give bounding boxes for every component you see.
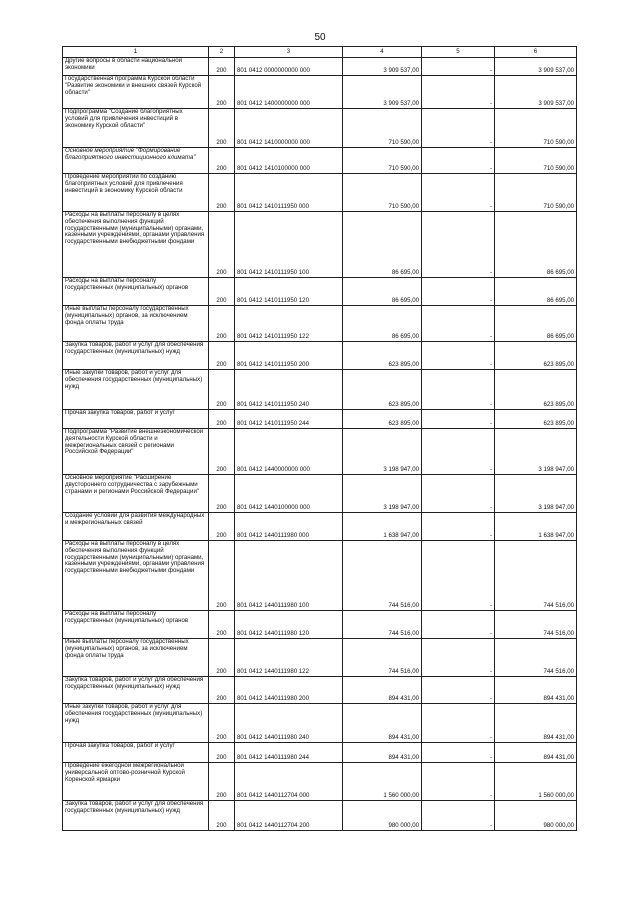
row-c2-cell: 200 (209, 743, 235, 763)
row-c2-cell: 200 (209, 306, 235, 342)
table-row (63, 410, 577, 429)
row-c5-cell: - (422, 763, 495, 801)
row-code-cell: 801 0412 1410000000 000 (235, 109, 343, 148)
row-c2-cell: 200 (209, 611, 235, 639)
row-code-cell: 801 0412 1440111980 244 (235, 743, 343, 763)
table-row (63, 541, 577, 611)
row-code-cell: 801 0412 1440000000 000 (235, 429, 343, 475)
row-c2-cell: 200 (209, 212, 235, 278)
row-name-cell: Государственная программа Курской области "Развитие экономики и внешних связей Курской области" (63, 76, 209, 109)
table-body (63, 58, 577, 831)
row-code-cell: 801 0412 1410111950 000 (235, 174, 343, 212)
row-c2-cell: 200 (209, 475, 235, 513)
row-name-cell: Создание условий для развития международных и межрегиональных связей (63, 513, 209, 541)
row-c5-cell: - (422, 148, 495, 174)
table-row (63, 370, 577, 410)
column-header-3: 3 (235, 47, 343, 58)
row-name-cell: Подпрограмма "Создание благоприятных условий для привлечения инвестиций в экономику Курской области" (63, 109, 209, 148)
row-c2-cell: 200 (209, 58, 235, 76)
table-row (63, 76, 577, 109)
row-total-cell: 1 638 947,00 (495, 513, 577, 541)
row-total-cell: 623 895,00 (495, 410, 577, 429)
row-c5-cell: - (422, 109, 495, 148)
row-c5-cell: - (422, 58, 495, 76)
row-code-cell: 801 0412 1440112704 000 (235, 763, 343, 801)
table-row (63, 278, 577, 306)
column-header-4: 4 (343, 47, 422, 58)
row-total-cell: 894 431,00 (495, 704, 577, 743)
row-c2-cell: 200 (209, 76, 235, 109)
row-name-cell: Прочая закупка товаров, работ и услуг (63, 743, 209, 763)
row-c5-cell: - (422, 541, 495, 611)
row-c5-cell: - (422, 76, 495, 109)
row-c5-cell: - (422, 677, 495, 704)
row-c2-cell: 200 (209, 109, 235, 148)
row-c2-cell: 200 (209, 148, 235, 174)
row-code-cell: 801 0412 1410111950 100 (235, 212, 343, 278)
row-name-cell: Другие вопросы в области национальной экономики (63, 58, 209, 76)
row-c5-cell: - (422, 743, 495, 763)
row-total-cell: 1 560 000,00 (495, 763, 577, 801)
row-c5-cell: - (422, 306, 495, 342)
row-code-cell: 801 0412 1410100000 000 (235, 148, 343, 174)
row-total-cell: 710 590,00 (495, 148, 577, 174)
row-name-cell: Иные выплаты персоналу государственных (муниципальных) органов, за исключением фонда оплаты труда (63, 306, 209, 342)
row-name-cell: Расходы на выплаты персоналу государственных (муниципальных) органов (63, 278, 209, 306)
row-code-cell: 801 0412 1410111950 120 (235, 278, 343, 306)
table-row (63, 801, 577, 831)
row-c5-cell: - (422, 370, 495, 410)
row-code-cell: 801 0412 1410111950 240 (235, 370, 343, 410)
row-c2-cell: 200 (209, 410, 235, 429)
row-name-cell: Расходы на выплаты персоналу государственных (муниципальных) органов (63, 611, 209, 639)
row-name-cell: Подпрограмма "Развитие внешнеэкономической деятельности Курской области и межрегиональных связей с регионами Российской Федерации" (63, 429, 209, 475)
budget-table (62, 46, 577, 831)
table-row (63, 148, 577, 174)
row-c5-cell: - (422, 639, 495, 677)
row-amount-cell: 980 000,00 (343, 801, 422, 831)
row-c2-cell: 200 (209, 639, 235, 677)
row-total-cell: 894 431,00 (495, 743, 577, 763)
row-name-cell: Основное мероприятие "Расширение двустороннего сотрудничества с зарубежными странами и регионами Российской Федерации" (63, 475, 209, 513)
row-c2-cell: 200 (209, 801, 235, 831)
table-row (63, 743, 577, 763)
column-header-1: 1 (63, 47, 209, 58)
row-code-cell: 801 0412 1440100000 000 (235, 475, 343, 513)
row-c2-cell: 200 (209, 342, 235, 370)
table-row (63, 109, 577, 148)
row-code-cell: 801 0412 1410111950 244 (235, 410, 343, 429)
row-amount-cell: 710 590,00 (343, 109, 422, 148)
row-name-cell: Расходы на выплаты персоналу в целях обеспечения выполнения функций государственными (муниципальными) органами, казенными учреждениями, органами управления государственными внебюджетными фондами (63, 541, 209, 611)
column-header-2: 2 (209, 47, 235, 58)
table-row (63, 611, 577, 639)
row-c5-cell: - (422, 429, 495, 475)
row-name-cell: Расходы на выплаты персоналу в целях обеспечения выполнения функций государственными (муниципальными) органами, казенными учреждениями, органами управления государственными внебюджетными фондами (63, 212, 209, 278)
row-code-cell: 801 0412 1400000000 000 (235, 76, 343, 109)
row-c5-cell: - (422, 342, 495, 370)
row-amount-cell: 623 895,00 (343, 370, 422, 410)
row-amount-cell: 744 516,00 (343, 541, 422, 611)
row-amount-cell: 86 695,00 (343, 212, 422, 278)
table-row (63, 513, 577, 541)
row-total-cell: 744 516,00 (495, 611, 577, 639)
row-c2-cell: 200 (209, 429, 235, 475)
row-total-cell: 3 198 947,00 (495, 429, 577, 475)
row-c2-cell: 200 (209, 513, 235, 541)
row-code-cell: 801 0412 1440111980 000 (235, 513, 343, 541)
row-c5-cell: - (422, 704, 495, 743)
page-number: 50 (314, 32, 326, 43)
row-amount-cell: 894 431,00 (343, 677, 422, 704)
table-row (63, 429, 577, 475)
row-c2-cell: 200 (209, 704, 235, 743)
row-code-cell: 801 0412 1440111980 120 (235, 611, 343, 639)
row-c5-cell: - (422, 410, 495, 429)
row-amount-cell: 3 909 537,00 (343, 76, 422, 109)
row-c2-cell: 200 (209, 763, 235, 801)
row-total-cell: 623 895,00 (495, 370, 577, 410)
column-header-5: 5 (422, 47, 495, 58)
row-c2-cell: 200 (209, 278, 235, 306)
row-amount-cell: 3 909 537,00 (343, 58, 422, 76)
row-total-cell: 744 516,00 (495, 639, 577, 677)
row-code-cell: 801 0412 1440111980 122 (235, 639, 343, 677)
row-c5-cell: - (422, 174, 495, 212)
row-name-cell: Иные выплаты персоналу государственных (муниципальных) органов, за исключением фонда оплаты труда (63, 639, 209, 677)
table-row (63, 639, 577, 677)
row-code-cell: 801 0412 0000000000 000 (235, 58, 343, 76)
row-c5-cell: - (422, 212, 495, 278)
row-c5-cell: - (422, 801, 495, 831)
row-code-cell: 801 0412 1440111980 100 (235, 541, 343, 611)
row-name-cell: Закупка товаров, работ и услуг для обеспечения государственных (муниципальных) нужд (63, 801, 209, 831)
table-row (63, 704, 577, 743)
row-code-cell: 801 0412 1440111980 240 (235, 704, 343, 743)
row-c5-cell: - (422, 513, 495, 541)
row-c5-cell: - (422, 611, 495, 639)
row-total-cell: 86 695,00 (495, 278, 577, 306)
row-c5-cell: - (422, 278, 495, 306)
row-total-cell: 980 000,00 (495, 801, 577, 831)
table-header-row (63, 47, 577, 58)
row-c2-cell: 200 (209, 370, 235, 410)
row-amount-cell: 623 895,00 (343, 410, 422, 429)
table-row (63, 306, 577, 342)
row-name-cell: Иные закупки товаров, работ и услуг для обеспечения государственных (муниципальных) нужд (63, 704, 209, 743)
row-total-cell: 3 198 947,00 (495, 475, 577, 513)
row-amount-cell: 3 198 947,00 (343, 475, 422, 513)
row-amount-cell: 894 431,00 (343, 743, 422, 763)
row-total-cell: 623 895,00 (495, 342, 577, 370)
row-amount-cell: 744 516,00 (343, 639, 422, 677)
column-header-6: 6 (495, 47, 577, 58)
table-row (63, 212, 577, 278)
row-total-cell: 894 431,00 (495, 677, 577, 704)
table-row (63, 174, 577, 212)
table-row (63, 677, 577, 704)
table-row (63, 58, 577, 76)
row-name-cell: Закупка товаров, работ и услуг для обеспечения государственных (муниципальных) нужд (63, 677, 209, 704)
row-c2-cell: 200 (209, 541, 235, 611)
row-name-cell: Основное мероприятие "Формирование благоприятного инвестиционного климата" (63, 148, 209, 174)
row-amount-cell: 86 695,00 (343, 278, 422, 306)
row-c5-cell: - (422, 475, 495, 513)
row-code-cell: 801 0412 1440111980 200 (235, 677, 343, 704)
row-name-cell: Закупка товаров, работ и услуг для обеспечения государственных (муниципальных) нужд (63, 342, 209, 370)
table-row (63, 763, 577, 801)
row-amount-cell: 1 638 947,00 (343, 513, 422, 541)
row-total-cell: 710 590,00 (495, 174, 577, 212)
row-amount-cell: 894 431,00 (343, 704, 422, 743)
row-total-cell: 3 909 537,00 (495, 58, 577, 76)
row-c2-cell: 200 (209, 677, 235, 704)
row-name-cell: Прочая закупка товаров, работ и услуг (63, 410, 209, 429)
row-total-cell: 86 695,00 (495, 212, 577, 278)
table-row (63, 342, 577, 370)
row-total-cell: 744 516,00 (495, 541, 577, 611)
table-row (63, 475, 577, 513)
row-amount-cell: 1 560 000,00 (343, 763, 422, 801)
row-code-cell: 801 0412 1410111950 122 (235, 306, 343, 342)
row-amount-cell: 86 695,00 (343, 306, 422, 342)
row-name-cell: Иные закупки товаров, работ и услуг для обеспечения государственных (муниципальных) нужд (63, 370, 209, 410)
row-amount-cell: 3 198 947,00 (343, 429, 422, 475)
row-total-cell: 710 590,00 (495, 109, 577, 148)
row-code-cell: 801 0412 1410111950 200 (235, 342, 343, 370)
row-amount-cell: 623 895,00 (343, 342, 422, 370)
row-name-cell: Проведение ежегодной межрегиональной универсальной оптово-розничной Курской Коренской ярмарки (63, 763, 209, 801)
row-code-cell: 801 0412 1440112704 200 (235, 801, 343, 831)
row-amount-cell: 710 590,00 (343, 148, 422, 174)
row-amount-cell: 744 516,00 (343, 611, 422, 639)
row-total-cell: 86 695,00 (495, 306, 577, 342)
row-name-cell: Проведение мероприятий по созданию благоприятных условий для привлечения инвестиций в экономику Курской области (63, 174, 209, 212)
row-amount-cell: 710 590,00 (343, 174, 422, 212)
row-total-cell: 3 909 537,00 (495, 76, 577, 109)
row-c2-cell: 200 (209, 174, 235, 212)
